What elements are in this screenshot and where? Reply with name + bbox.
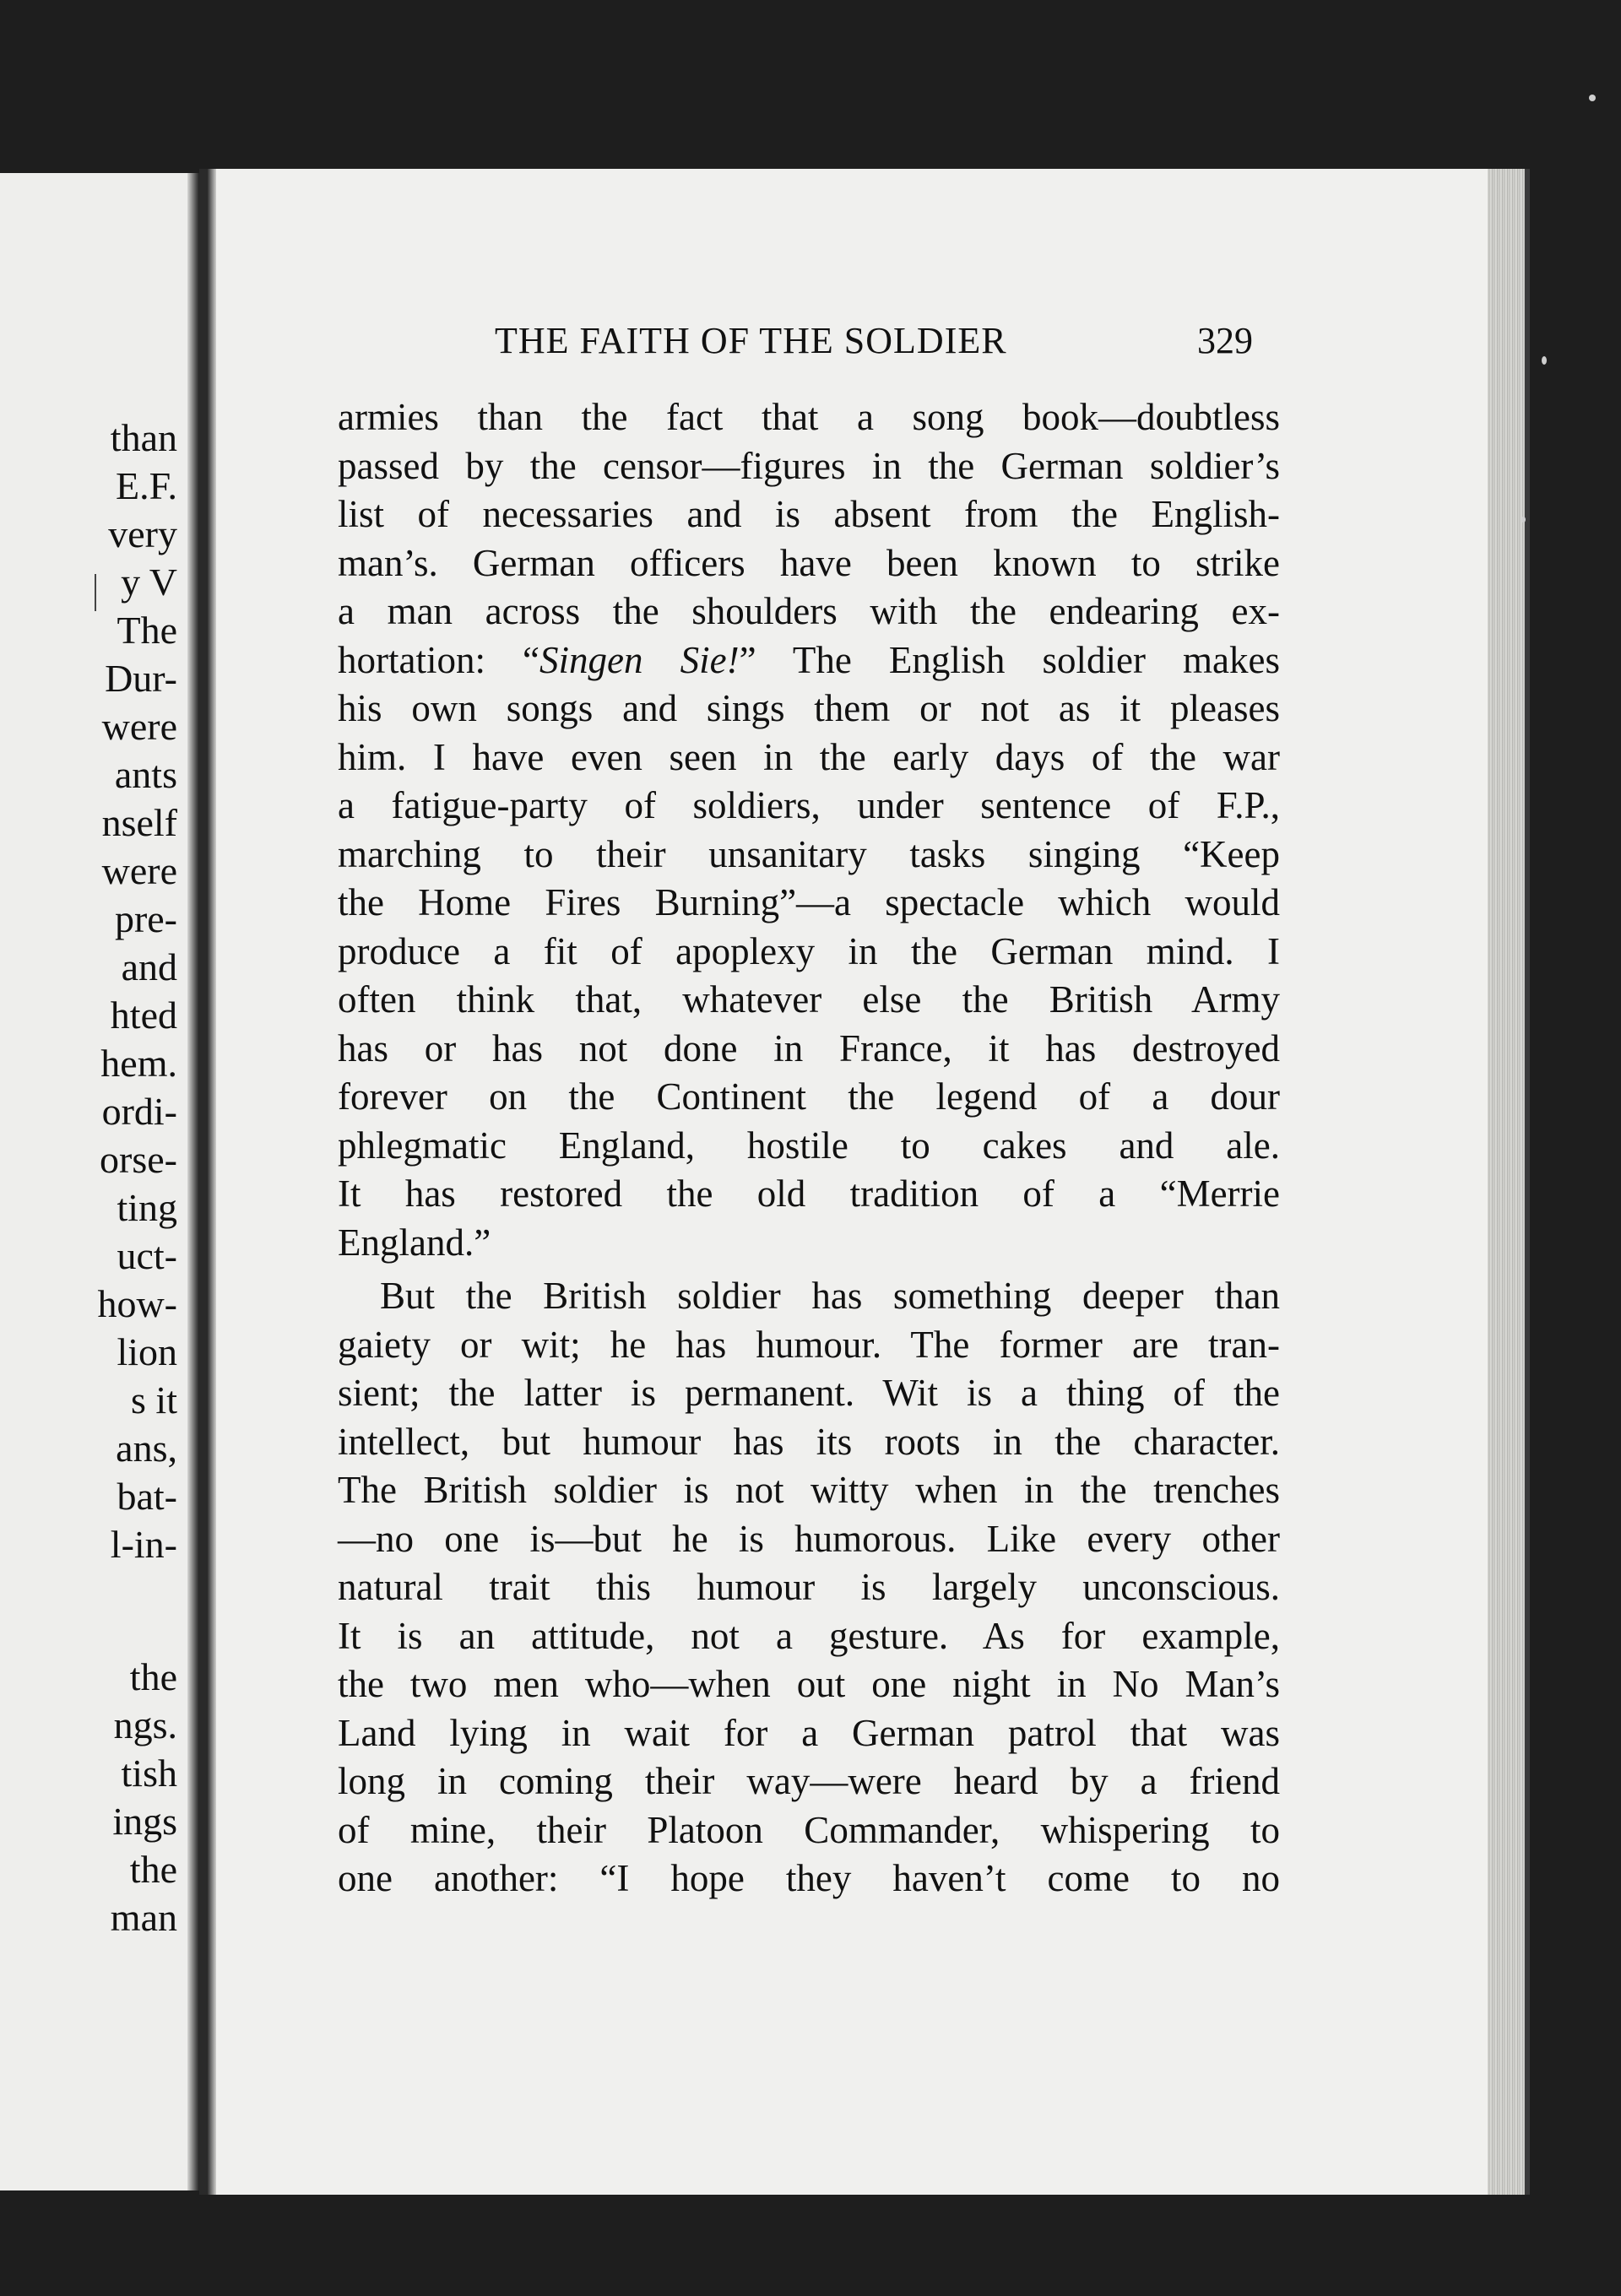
italic-phrase: Singen Sie! (539, 638, 740, 681)
text-line: gaiety or wit; he has humour. The former are tran- (338, 1323, 1280, 1366)
previous-page-line: and (121, 945, 177, 988)
page-block-edges (1488, 169, 1525, 2195)
margin-mark (95, 574, 96, 611)
text-line: The British soldier is not witty when in the trenches (338, 1469, 1280, 1511)
text-line: passed by the censor—figures in the German soldier’s (338, 444, 1280, 487)
text-line: sient; the latter is permanent. Wit is a thing of the (338, 1372, 1280, 1414)
text-line: intellect, but humour has its roots in the character. (338, 1420, 1280, 1463)
text-line: phlegmatic England, hostile to cakes and ale. (338, 1124, 1280, 1167)
previous-page-line: uct- (117, 1234, 177, 1277)
text-line: of mine, their Platoon Commander, whispering to (338, 1808, 1280, 1851)
text-line: man’s. German officers have been known to strike (338, 541, 1280, 584)
book-binding (199, 169, 208, 2195)
running-head (495, 319, 1255, 378)
previous-page-line: E.F. (116, 464, 177, 507)
text-line: England.” (338, 1221, 491, 1264)
previous-page-line: hem. (100, 1042, 177, 1085)
previous-page-line: nself (101, 801, 177, 844)
previous-page-line: very (108, 512, 177, 555)
text-segment: hortation: “ (338, 638, 540, 681)
text-line: armies than the fact that a song book—doubtless (338, 396, 1280, 438)
previous-page-line: pre- (114, 897, 177, 940)
page-number: 329 (1197, 320, 1253, 361)
previous-page-line: the (129, 1848, 177, 1891)
text-line: marching to their unsanitary tasks singing “Keep (338, 832, 1280, 875)
previous-page-line: y V (121, 560, 177, 604)
text-line: forever on the Continent the legend of a dour (338, 1075, 1280, 1118)
text-line: a fatigue-party of soldiers, under sentence of F.P., (338, 784, 1280, 826)
text-line: But the British soldier has something deeper than (380, 1275, 1280, 1317)
previous-page-line: bat- (117, 1475, 177, 1518)
text-line: It is an attitude, not a gesture. As for example, (338, 1614, 1280, 1657)
previous-page-line: s it (131, 1378, 177, 1421)
previous-page-line: l-in- (110, 1523, 177, 1566)
previous-page-line: lion (117, 1330, 177, 1373)
body-text (338, 393, 1280, 1903)
previous-page-line: Dur- (105, 657, 177, 700)
text-line: Land lying in wait for a German patrol that was (338, 1711, 1280, 1754)
text-line: It has restored the old tradition of a “Merrie (338, 1172, 1280, 1215)
running-head-title: THE FAITH OF THE SOLDIER (495, 320, 1007, 361)
dust-speck (1589, 95, 1596, 101)
text-line-with-italic (338, 636, 1280, 685)
previous-page-line: than (110, 416, 177, 459)
text-line: often think that, whatever else the British Army (338, 978, 1280, 1021)
previous-page-line: ans, (116, 1427, 177, 1470)
previous-page-line: were (101, 849, 177, 892)
previous-page-line: ngs. (113, 1703, 177, 1746)
previous-page-line: hted (110, 994, 177, 1037)
previous-page (0, 173, 199, 2190)
text-line: the Home Fires Burning”—a spectacle which would (338, 881, 1280, 923)
text-line: one another: “I hope they haven’t come to no (338, 1857, 1280, 1899)
previous-page-line: man (110, 1896, 177, 1939)
previous-page-line: ordi- (101, 1090, 177, 1133)
text-line: list of necessaries and is absent from the English- (338, 493, 1280, 535)
text-line: natural trait this humour is largely unconscious. (338, 1566, 1280, 1608)
previous-page-line: how- (97, 1282, 177, 1325)
text-line: long in coming their way—were heard by a friend (338, 1760, 1280, 1802)
previous-page-line: ants (114, 753, 177, 796)
text-line: him. I have even seen in the early days of the war (338, 735, 1280, 778)
previous-page-line: orse- (100, 1138, 177, 1181)
gutter-shadow (187, 173, 199, 2190)
text-line: a man across the shoulders with the endearing ex- (338, 590, 1280, 632)
text-line: his own songs and sings them or not as it pleases (338, 687, 1280, 729)
dust-speck (1521, 517, 1526, 523)
text-line: produce a fit of apoplexy in the German mind. I (338, 929, 1280, 972)
previous-page-line: the (129, 1655, 177, 1698)
text-line: the two men who—when out one night in No Man’s (338, 1663, 1280, 1705)
previous-page-line: The (117, 609, 177, 652)
page-inner-edge (208, 169, 216, 2195)
previous-page-line: ting (117, 1186, 177, 1229)
text-line: —no one is—but he is humorous. Like every other (338, 1517, 1280, 1560)
previous-page-line: were (101, 705, 177, 748)
dust-speck (1542, 356, 1547, 365)
text-line: has or has not done in France, it has destroyed (338, 1026, 1280, 1069)
previous-page-line: tish (121, 1752, 177, 1795)
text-segment: ” The English soldier makes (739, 638, 1281, 681)
previous-page-line: ings (112, 1800, 177, 1843)
